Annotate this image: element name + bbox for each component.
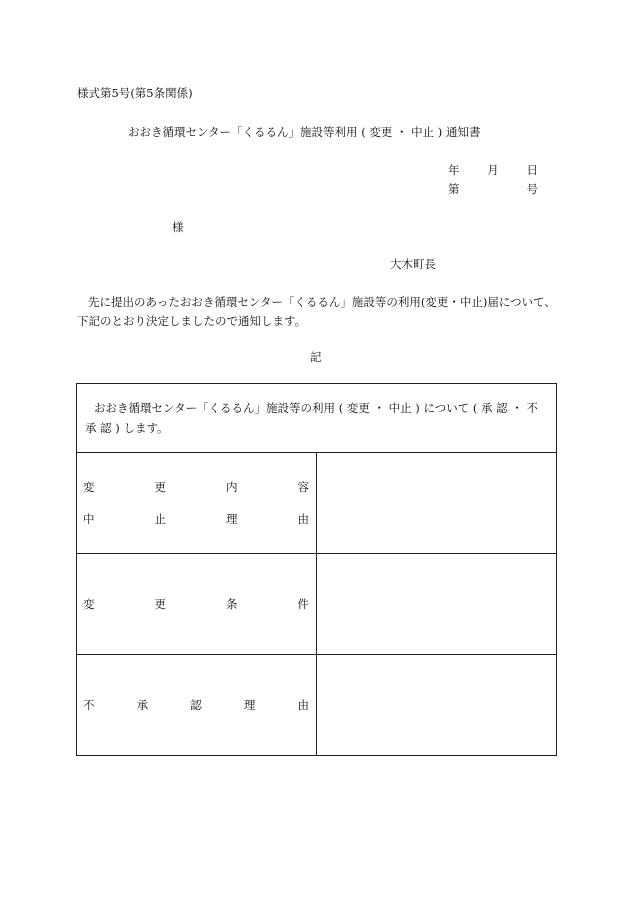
- year-label: 年: [448, 163, 460, 177]
- number-suffix-label: 号: [526, 182, 538, 196]
- change-content-value-cell[interactable]: [317, 453, 557, 554]
- notice-body: 先に提出のあったおおき循環センター「くるるん」施設等の利用(変更・中止)届について、下記のとおり決定しましたので通知します。: [77, 295, 556, 328]
- recipient-honorific: 様: [172, 220, 184, 234]
- day-label: 日: [526, 163, 538, 177]
- row-label-cell: [77, 554, 317, 655]
- ki-heading: 記: [310, 350, 322, 364]
- number-prefix-label: 第: [448, 182, 460, 196]
- row-label-cell: [77, 655, 317, 756]
- table-row: [77, 554, 557, 655]
- change-conditions-value-cell[interactable]: [317, 554, 557, 655]
- date-fields: [448, 162, 538, 178]
- document-title: おおき循環センター「くるるん」施設等利用 ( 変更 ・ 中止 ) 通知書: [128, 125, 481, 139]
- label-disapproval-reason: 不 承 認 理 由: [83, 698, 309, 712]
- form-number: 様式第5号(第5条関係): [77, 86, 193, 100]
- month-label: 月: [487, 163, 499, 177]
- document-number-fields: [448, 181, 538, 197]
- decision-statement: おおき循環センター「くるるん」施設等の利用 ( 変更 ・ 中止 ) について ( 承 認 ・ 不 承 認 ) します。: [85, 401, 538, 435]
- label-cancel-reason: 中 止 理 由: [83, 512, 309, 526]
- decision-statement-cell: [77, 384, 557, 453]
- disapproval-reason-value-cell[interactable]: [317, 655, 557, 756]
- label-change-conditions: 変 更 条 件: [83, 597, 309, 611]
- row-label-cell: [77, 453, 317, 554]
- record-table: [76, 383, 557, 756]
- table-row: [77, 655, 557, 756]
- table-row: [77, 453, 557, 554]
- label-change-content: 変 更 内 容: [83, 480, 309, 494]
- sender-name: 大木町長: [390, 257, 436, 271]
